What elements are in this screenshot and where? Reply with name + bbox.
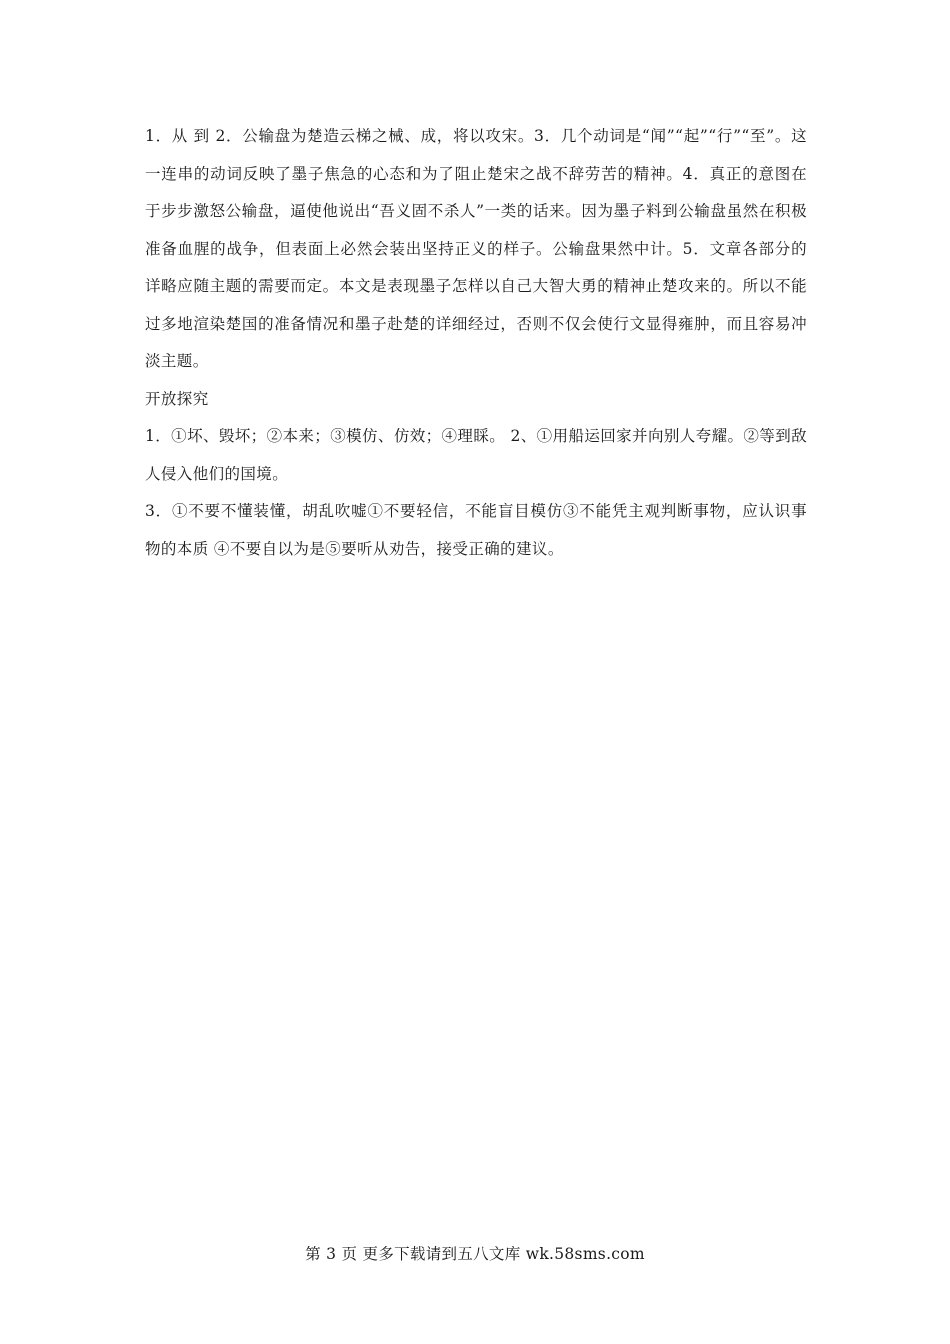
section-heading-open-exploration: 开放探究 [145,389,209,408]
page-footer: 第 3 页 更多下载请到五八文库 wk.58sms.com [305,1245,645,1263]
document-body [145,118,807,568]
answer-paragraph-3: 3．①不要不懂装懂，胡乱吹嘘①不要轻信，不能盲目模仿③不能凭主观判断事物，应认识事物的本质 ④不要自以为是⑤要听从劝告，接受正确的建议。 [145,502,807,558]
answer-paragraph-1: 1．从 到 2．公输盘为楚造云梯之械、成，将以攻宋。3．几个动词是“闻”“起”“行”“至”。这一连串的动词反映了墨子焦急的心态和为了阻止楚宋之战不辞劳苦的精神。4．真正的意图在于步步激怒公输盘，逼使他说出“吾义固不杀人”一类的话来。因为墨子料到公输盘虽然在积极准备血腥的战争，但表面上必然会装出坚持正义的样子。公输盘果然中计。5．文章各部分的详略应随主题的需要而定。本文是表现墨子怎样以自己大智大勇的精神止楚攻来的。所以不能过多地渲染楚国的准备情况和墨子赴楚的详细经过，否则不仅会使行文显得雍肿，而且容易冲淡主题。 [145,127,807,370]
answer-paragraph-2: 1．①坏、毁坏；②本来；③模仿、仿效；④理睬。 2、①用船运回家并向别人夸耀。②等到敌人侵入他们的国境。 [145,427,807,483]
